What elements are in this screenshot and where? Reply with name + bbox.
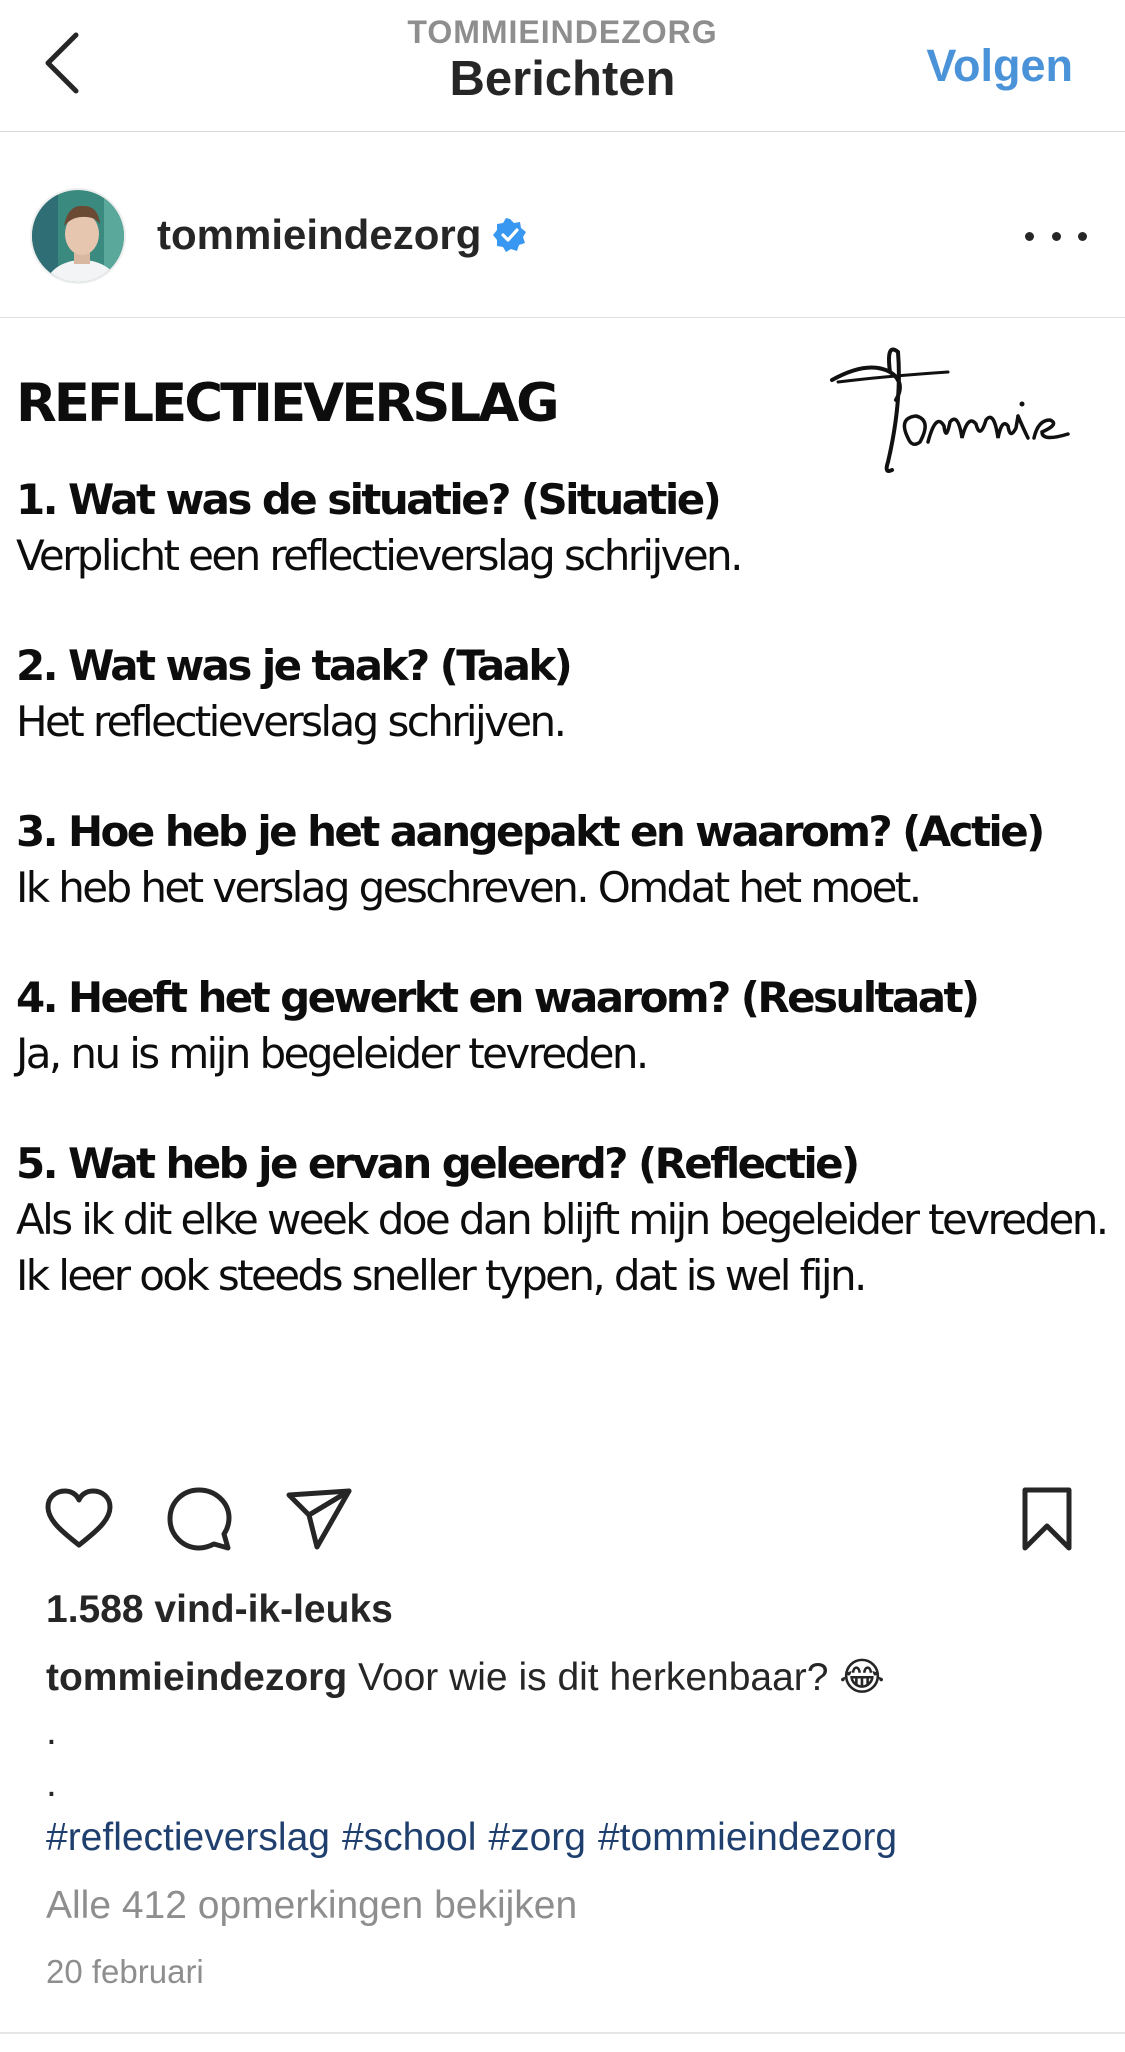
- more-horizontal-icon: [1025, 232, 1034, 241]
- save-button[interactable]: [1010, 1484, 1084, 1554]
- signature-logo: [828, 342, 1094, 492]
- section-question: 1. Wat was de situatie? (Situatie): [16, 475, 720, 524]
- section-answer: Ja, nu is mijn begeleider tevreden.: [16, 1029, 647, 1078]
- post-meta: [46, 1582, 1096, 1996]
- nav-account-name: TOMMIEINDEZORG: [407, 14, 718, 50]
- section-answer: Het reflectieverslag schrijven.: [16, 697, 565, 746]
- section-answer: Als ik dit elke week doe dan blijft mijn begeleider tevreden. Ik leer ook steeds sneller typen, dat is wel fijn.: [16, 1195, 1107, 1300]
- hashtag-link[interactable]: #tommieindezorg: [597, 1816, 898, 1859]
- bookmark-icon: [1019, 1486, 1075, 1552]
- caption-username[interactable]: tommieindezorg: [46, 1656, 348, 1699]
- username-row: [157, 210, 527, 260]
- like-count[interactable]: 1.588 vind-ik-leuks: [46, 1588, 393, 1631]
- hashtag-link[interactable]: #zorg: [488, 1816, 586, 1859]
- post-date: 20 februari: [46, 1953, 204, 1990]
- hashtag-link[interactable]: #reflectieverslag: [46, 1816, 330, 1859]
- more-options-button[interactable]: [1025, 216, 1087, 256]
- page-title: Berichten: [449, 52, 676, 106]
- section-answer: Verplicht een reflectieverslag schrijven.: [16, 531, 741, 580]
- section-question: 4. Heeft het gewerkt en waarom? (Resultaat): [16, 973, 978, 1022]
- view-comments-link[interactable]: Alle 412 opmerkingen bekijken: [46, 1884, 578, 1927]
- caption-dot: .: [46, 1710, 57, 1753]
- share-button[interactable]: [282, 1484, 356, 1554]
- post-image-title: REFLECTIEVERSLAG: [16, 373, 557, 434]
- section-answer: Ik heb het verslag geschreven. Omdat het moet.: [16, 863, 920, 912]
- heart-icon: [44, 1487, 114, 1551]
- hashtag-link[interactable]: #school: [341, 1816, 477, 1859]
- post-header: [0, 132, 1125, 318]
- verified-badge-icon: [493, 218, 527, 252]
- post-image[interactable]: [0, 320, 1125, 1440]
- avatar[interactable]: [30, 188, 126, 284]
- profile-photo: [32, 190, 126, 284]
- top-navigation-bar: [0, 0, 1125, 132]
- comment-bubble-icon: [166, 1486, 232, 1552]
- caption-dot: .: [46, 1762, 57, 1805]
- paper-plane-icon: [285, 1487, 353, 1551]
- post-action-bar: [0, 1470, 1125, 1560]
- comment-button[interactable]: [162, 1484, 236, 1554]
- post-username[interactable]: tommieindezorg: [157, 211, 482, 258]
- caption: [46, 1650, 1096, 1706]
- hashtag-list: [46, 1810, 1096, 1866]
- caption-text: Voor wie is dit herkenbaar? 😂: [358, 1656, 885, 1699]
- divider: [0, 2032, 1125, 2034]
- follow-button[interactable]: Volgen: [926, 40, 1073, 91]
- section-question: 3. Hoe heb je het aangepakt en waarom? (Actie): [16, 807, 1043, 856]
- like-button[interactable]: [42, 1484, 116, 1554]
- section-question: 5. Wat heb je ervan geleerd? (Reflectie): [16, 1139, 858, 1188]
- post-image-text: [16, 372, 1116, 1358]
- section-question: 2. Wat was je taak? (Taak): [16, 641, 571, 690]
